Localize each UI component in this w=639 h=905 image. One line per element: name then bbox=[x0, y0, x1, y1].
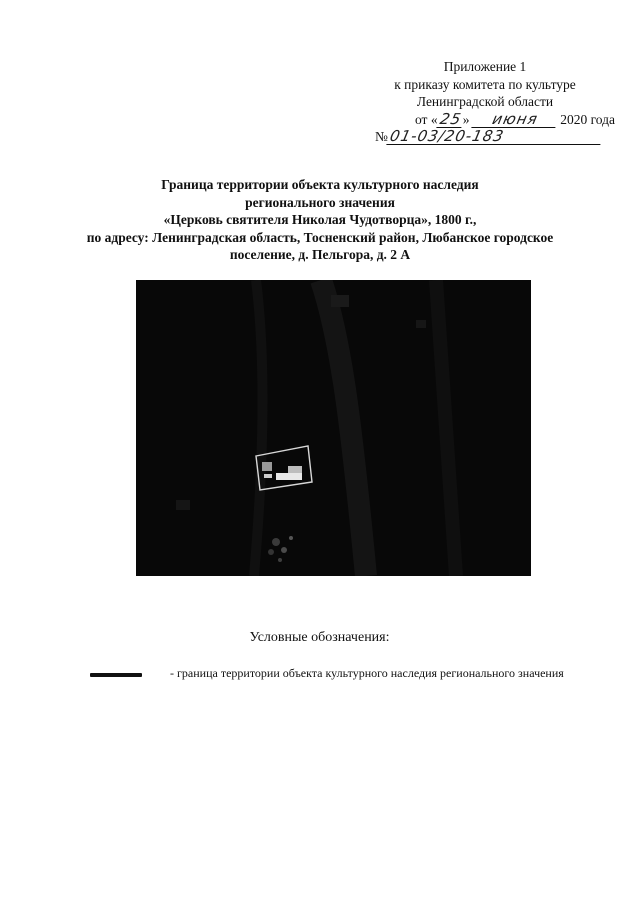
order-reference: к приказу комитета по культуре bbox=[394, 76, 576, 92]
title-line-4: по адресу: Ленинградская область, Тосненский район, Любанское городское bbox=[86, 229, 554, 245]
region-name: Ленинградской области bbox=[416, 94, 554, 109]
satellite-map bbox=[136, 280, 531, 576]
title-line-1: Граница территории объекта культурного наследия bbox=[161, 177, 479, 192]
map-image bbox=[136, 280, 531, 576]
legend-title: Условные обозначения: bbox=[249, 630, 390, 645]
boundary-line-label: - граница территории объекта культурного наследия регионального значения bbox=[170, 666, 564, 680]
number-prefix: № bbox=[375, 129, 388, 144]
title-line-5: поселение, д. Пельгора, д. 2 А bbox=[229, 247, 411, 262]
title-line-2: регионального значения bbox=[245, 194, 395, 210]
date-mid: » bbox=[462, 111, 470, 127]
legend-item-boundary bbox=[90, 664, 620, 684]
order-number bbox=[355, 128, 615, 146]
date-prefix: от « bbox=[414, 111, 438, 127]
appendix-header bbox=[355, 58, 615, 146]
document-title bbox=[60, 176, 580, 264]
date-month: июня bbox=[471, 112, 558, 128]
order-date bbox=[355, 111, 615, 129]
number-value: 01-03/20-183 bbox=[386, 129, 603, 145]
title-line-3: «Церковь святителя Николая Чудотворца», 1800 г., bbox=[163, 212, 477, 227]
boundary-line-symbol bbox=[90, 673, 142, 677]
date-year: 2020 года bbox=[560, 111, 615, 127]
appendix-title: Приложение 1 bbox=[443, 59, 527, 74]
date-day: 25 bbox=[437, 109, 463, 128]
